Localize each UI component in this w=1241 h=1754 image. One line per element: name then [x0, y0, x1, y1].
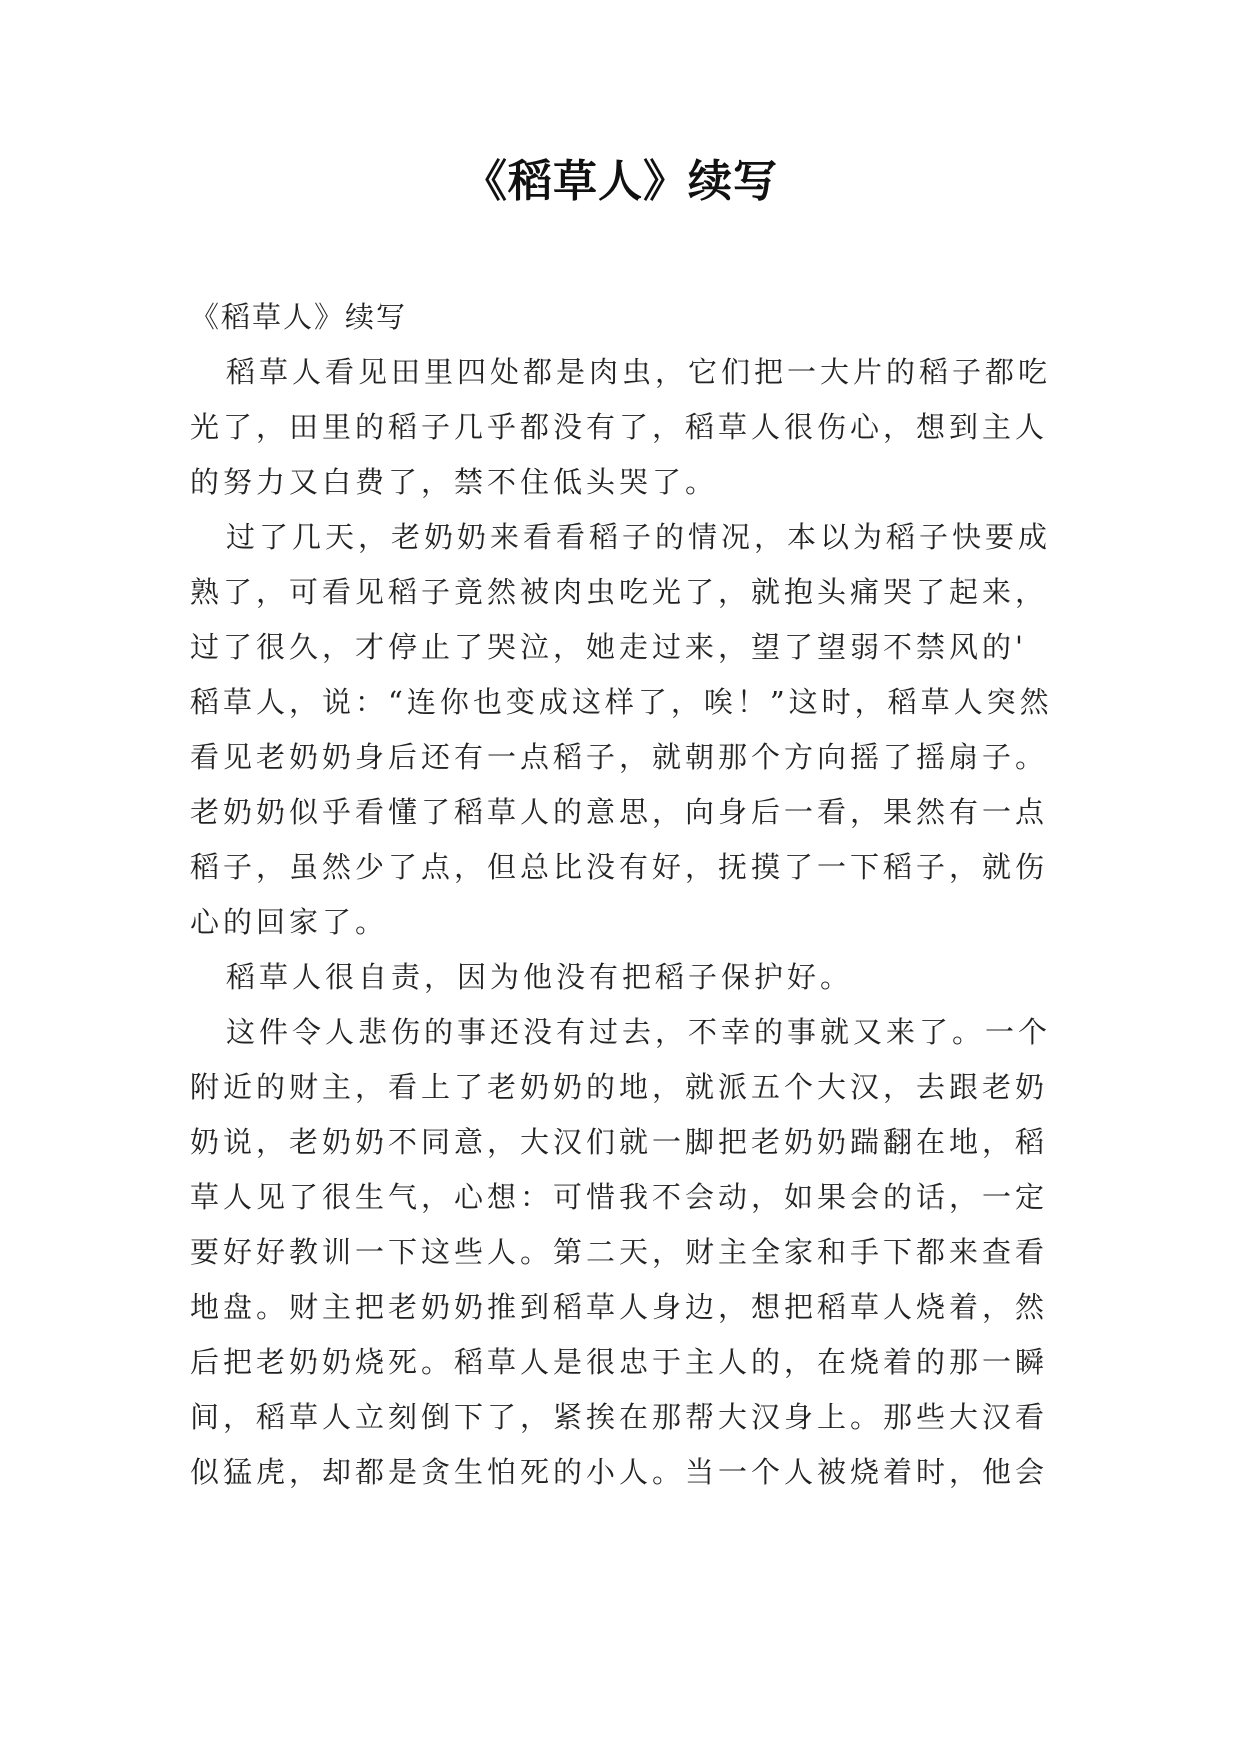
document-title: 《稻草人》续写 [463, 156, 778, 207]
body-lines [190, 345, 1070, 1500]
text-line: 过了很久，才停止了哭泣，她走过来，望了望弱不禁风的' [190, 630, 1027, 664]
document-subtitle: 《稻草人》续写 [190, 300, 408, 334]
text-line: 后把老奶奶烧死。稻草人是很忠于主人的，在烧着的那一瞬 [190, 1345, 1049, 1379]
text-line: 老奶奶似乎看懂了稻草人的意思，向身后一看，果然有一点 [190, 795, 1049, 829]
text-line: 过了几天，老奶奶来看看稻子的情况，本以为稻子快要成 [226, 520, 1052, 554]
text-line: 要好好教训一下这些人。第二天，财主全家和手下都来查看 [190, 1235, 1049, 1269]
document-body [190, 290, 1070, 1500]
text-line: 似猛虎，却都是贪生怕死的小人。当一个人被烧着时，他会 [190, 1455, 1049, 1489]
text-line: 奶说，老奶奶不同意，大汉们就一脚把老奶奶踹翻在地，稻 [190, 1125, 1049, 1159]
text-line: 稻草人，说：“连你也变成这样了，唉！”这时，稻草人突然 [190, 685, 1053, 719]
text-line: 间，稻草人立刻倒下了，紧挨在那帮大汉身上。那些大汉看 [190, 1400, 1049, 1434]
text-line: 稻草人很自责，因为他没有把稻子保护好。 [226, 960, 854, 994]
text-line: 稻草人看见田里四处都是肉虫，它们把一大片的稻子都吃 [226, 355, 1052, 389]
text-line: 草人见了很生气，心想：可惜我不会动，如果会的话，一定 [190, 1180, 1049, 1214]
text-line: 心的回家了。 [190, 905, 389, 939]
text-line: 附近的财主，看上了老奶奶的地，就派五个大汉，去跟老奶 [190, 1070, 1049, 1104]
text-line: 光了，田里的稻子几乎都没有了，稻草人很伤心，想到主人 [190, 410, 1049, 444]
text-line: 稻子，虽然少了点，但总比没有好，抚摸了一下稻子，就伤 [190, 850, 1049, 884]
text-line: 的努力又白费了，禁不住低头哭了。 [190, 465, 719, 499]
text-line: 地盘。财主把老奶奶推到稻草人身边，想把稻草人烧着，然 [190, 1290, 1049, 1324]
text-line: 看见老奶奶身后还有一点稻子，就朝那个方向摇了摇扇子。 [190, 740, 1049, 774]
text-line: 这件令人悲伤的事还没有过去，不幸的事就又来了。一个 [226, 1015, 1052, 1049]
text-line: 熟了，可看见稻子竟然被肉虫吃光了，就抱头痛哭了起来， [190, 575, 1049, 609]
